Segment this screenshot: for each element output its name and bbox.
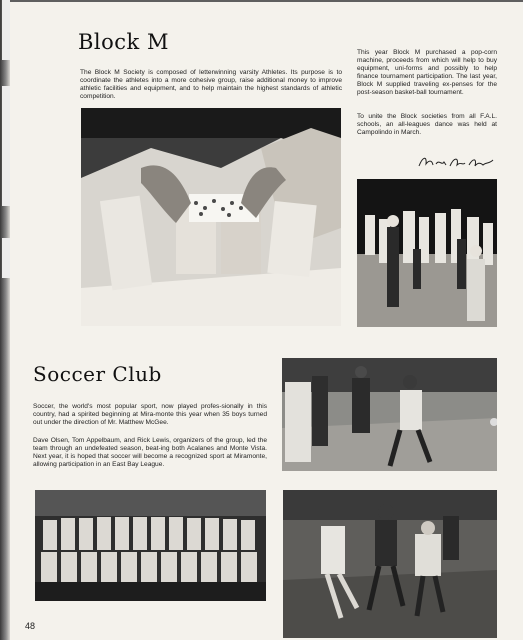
soccer-action-photo	[282, 358, 497, 471]
dance-photo	[357, 179, 497, 327]
binding-edge	[0, 0, 10, 640]
photographer-signature	[417, 154, 495, 170]
block-m-dance-paragraph: To unite the Block societies from all F.A.L. schools, an all-leagues dance was held at Campolindo in March.	[357, 113, 497, 137]
block-m-popcorn-paragraph: This year Block M purchased a pop-corn machine, proceeds from which will help to buy equipment, uni-forms and possibly to help finance tournament participation. The last year, Block M supplied traveling ex-penses for the post-season basket-ball tournament.	[357, 49, 497, 97]
binding-tab	[2, 0, 10, 60]
soccer-intro-paragraph: Soccer, the world's most popular sport, now played profes-sionally in this country, had a spirited beginning at Mira-monte this year when 35 boys turned out under the direction of Mr. Matthew McGee.	[33, 403, 267, 427]
soccer-team-photo	[35, 490, 266, 601]
soccer-organizers-paragraph: Dave Olsen, Tom Appelbaum, and Rick Lewis, organizers of the group, led the team through an undefeated season, beat-ing both Acalanes and Monte Vista. Next year, it is hoped that soccer will become a recognized sport at Miramonte, allowing participation in an East Bay League.	[33, 437, 267, 469]
binding-tab	[2, 238, 10, 278]
block-m-title: Block M	[78, 30, 169, 54]
block-m-intro-paragraph: The Block M Society is composed of letterwinning varsity Athletes. Its purpose is to coordinate the athletes into a more cohesive group, raise additional money to improve athletic facilities and equipment, and to help maintain the highest standards of athletic competition.	[80, 69, 342, 101]
soccer-match-photo	[283, 490, 497, 638]
popcorn-photo	[81, 108, 341, 326]
soccer-club-title: Soccer Club	[33, 362, 162, 386]
page-number: 48	[25, 621, 36, 631]
binding-tab	[2, 86, 10, 206]
